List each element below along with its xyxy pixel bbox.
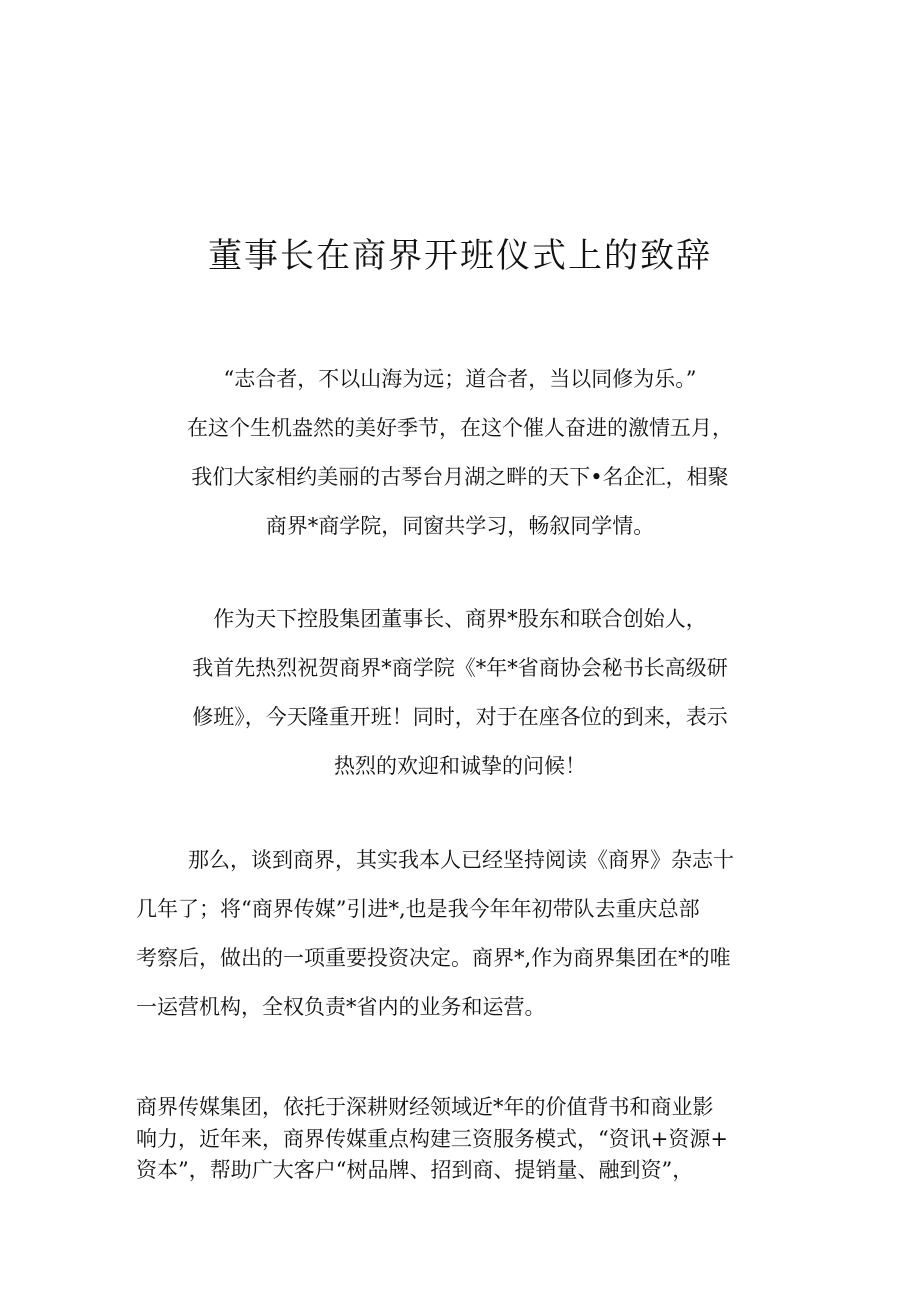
paragraph-1-line-4: 商界*商学院，同窗共学习，畅叙同学情。 bbox=[265, 514, 655, 538]
paragraph-2-line-3: 修班》，今天隆重开班！同时，对于在座各位的到来，表示 bbox=[192, 705, 728, 729]
document-title: 董事长在商界开班仪式上的致辞 bbox=[208, 236, 712, 276]
paragraph-3-line-4: 一运营机构，全权负责*省内的业务和运营。 bbox=[136, 995, 546, 1019]
paragraph-4-line-1: 商界传媒集团，依托于深耕财经领域近*年的价值背书和商业影 bbox=[136, 1095, 714, 1119]
paragraph-2-line-1: 作为天下控股集团董事长、商界*股东和联合创始人， bbox=[213, 607, 707, 631]
paragraph-1-line-2: 在这个生机盎然的美好季节，在这个催人奋进的激情五月， bbox=[187, 416, 733, 440]
paragraph-2-line-4: 热烈的欢迎和诚挚的问候！ bbox=[334, 754, 586, 778]
paragraph-4-line-3: 资本”，帮助广大客户“树品牌、招到商、提销量、融到资”， bbox=[136, 1158, 694, 1182]
paragraph-3-line-1: 那么，谈到商界，其实我本人已经坚持阅读《商界》杂志十 bbox=[188, 848, 734, 872]
paragraph-3-line-2: 几年了；将“商界传媒”引进*,也是我今年年初带队去重庆总部 bbox=[136, 897, 700, 921]
paragraph-2-line-2: 我首先热烈祝贺商界*商学院《*年*省商协会秘书长高级研 bbox=[192, 656, 728, 680]
paragraph-3-line-3: 考察后，做出的一项重要投资决定。商界*,作为商界集团在*的唯 bbox=[136, 946, 731, 970]
paragraph-4-line-2: 响力，近年来，商界传媒重点构建三资服务模式，“资讯+资源+ bbox=[136, 1127, 728, 1151]
paragraph-1-line-1: “志合者，不以山海为远；道合者，当以同修为乐。” bbox=[223, 367, 697, 391]
paragraph-1-line-3: 我们大家相约美丽的古琴台月湖之畔的天下•名企汇，相聚 bbox=[191, 465, 729, 489]
